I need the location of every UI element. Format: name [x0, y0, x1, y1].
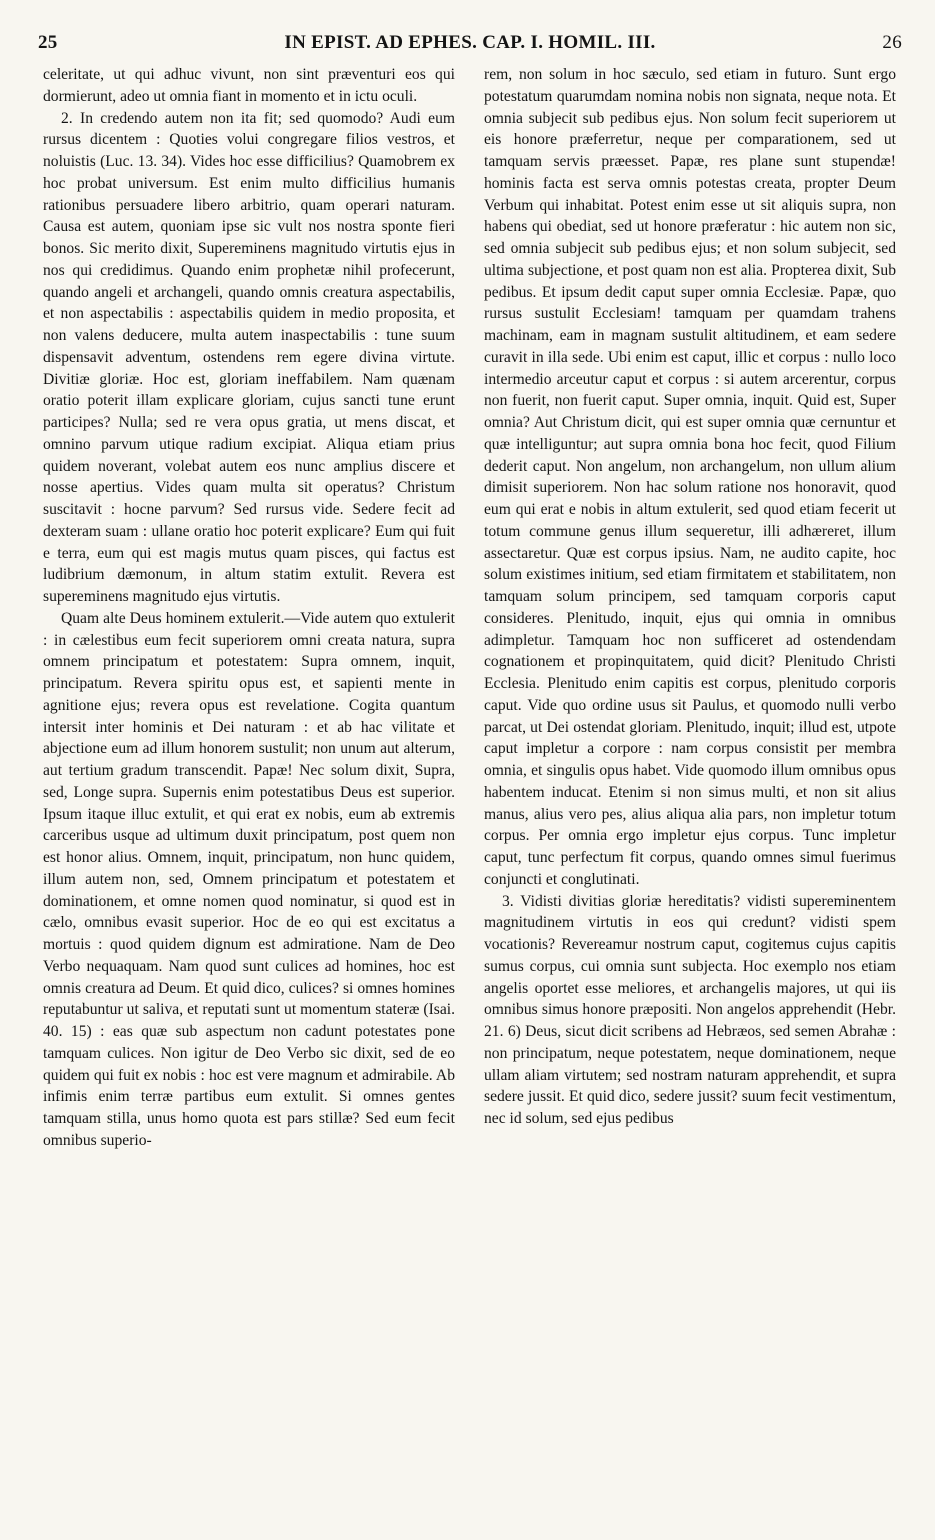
- paragraph-continuation: celeritate, ut qui adhuc vivunt, non sint præventuri eos qui dormierunt, adeo ut omnia fiant in momento et in ictu oculi.: [43, 66, 455, 105]
- paragraph-quam-alte: Quam alte Deus hominem extulerit.—Vide autem quo extulerit : in cælestibus eum fecit superiorem omni creata natura, supra omnem principatum et potestatem: Supra omnem, inquit, principatum. Revera spiritu opus est, et sapienti mente in agnitione ejus; revera opus est revelatione. Cogita quantum intersit inter hominis et Dei naturam : et ab hac vilitate et abjectione eum ad illum honorem sustulit; non unum aut alterum, aut tertium gradum transcendit. Papæ! Nec solum dixit, Supra, sed, Longe supra. Supernis enim potestatibus Deus est superior. Ipsum itaque illuc extulit, et qui erat ex nobis, eum ab extremis carceribus usque ad ultimum duxit principatum, post quem non est honor alius. Omnem, inquit, principatum, non hunc quidem, illum autem non, sed, Omnem principatum et potestatem et dominationem, et omne nomen quod nominatur, si quod est in cælo, omnibus evasit superior. Hoc de eo qui est excitatus a mortuis : quod quidem dignum est admiratione. Nam de Deo Verbo nequaquam. Nam quod sunt culices ad homines, hoc est omnis creatura ad Deum. Et quid dico, culices? si omnes homines reputabuntur ut saliva, et reputati sunt ut momentum stateræ (Isai. 40. 15) : eas quæ sub aspectum non cadunt potestates pone tamquam culices. Non igitur de Deo Verbo sic dixit, sed de eo quidem qui fuit ex nobis : hoc est vere magnum et admirabile. Ab infimis enim terræ partibus eum extulit. Si omnes gentes tamquam stilla, unus homo quota est pars stillæ? Sed eum fecit omnibus superio-: [43, 609, 455, 1149]
- page-number-right: 26: [882, 32, 902, 53]
- paragraph-continuation-right: rem, non solum in hoc sæculo, sed etiam in futuro. Sunt ergo potestatum quarumdam nomina nobis non signata, neque nota. Et omnia subjecit sub pedibus ejus. Non solum fecit superiorem ut eis honore præferretur, neque per comparationem, sed ut tamquam servis præesset. Papæ, res plane sunt stupendæ! hominis facta est serva omnis potestas creata, propter Deum Verbum qui inhabitat. Potest enim esse ut sit aliquis supra, non habens qui obediat, sed ut honore præferatur : hic autem non sic, sed omnia subjecit sub pedibus ejus; et non solum subjecit, sed ultima subjectione, et post quam non est alia. Propterea dixit, Sub pedibus. Et ipsum dedit caput super omnia Ecclesiæ. Papæ, quo rursus sustulit Ecclesiam! tamquam per quamdam trahens machinam, eam in magnam sustulit altitudinem, et eam sedere curavit in illa sede. Ubi enim est caput, illic et corpus : nullo loco intermedio arceutur caput et corpus : si autem arcerentur, corpus non fuerit, non fuerit caput. Super omnia, inquit. Quid est, Super omnia? Aut Christum dicit, qui est super omnia quæ cernuntur et quæ intelliguntur; aut supra omnia bona hoc fecit, quod Filium dederit caput. Non angelum, non archangelum, non ullum alium dimisit superiorem. Non hac solum ratione nos honoravit, quod eum qui erat e nobis in altum extulerit, sed quod etiam fecerit ut totum commune genus illum sequeretur, illi adhæreret, illum assectaretur. Quæ est corpus ipsius. Nam, ne audito capite, hoc solum existimes initium, sed etiam firmitatem et stabilitatem, non tamquam solum principem, sed tamquam corporis caput consideres. Plenitudo, inquit, ejus qui omnia in omnibus adimpletur. Tamquam hoc non sufficeret ad ostendendam cognationem et propinquitatem, quid dicit? Plenitudo Christi Ecclesia. Plenitudo enim capitis est corpus, plenitudo corporis caput. Vide quo ordine usus sit Paulus, et quomodo nulli verbo parcat, ut Dei ostendat gloriam. Plenitudo, inquit; illud est, utpote caput impletur a corpore : nam corpus consistit per membra omnia, et singulis opus habet. Vide quomodo illum omnibus opus habentem inducat. Etenim si non simus multi, et non sit alius manus, alius vero pes, alius aliqua alia pars, non impletur totum corpus. Per omnia ergo impletur ejus corpus. Tunc impletur caput, tunc perfectum fit corpus, quando omnes simul fuerimus conjuncti et conglutinati.: [484, 66, 896, 888]
- column-gutter: [466, 66, 467, 1496]
- running-header: [38, 28, 902, 58]
- paragraph-section-2: 2. In credendo autem non ita fit; sed quomodo? Audi eum rursus dicentem : Quoties volui congregare filios vestros, et noluistis (Luc. 13. 34). Vides hoc esse difficilius? Quamobrem ex hoc probat universum. Est enim multo difficilius humanis rationibus persuadere libero arbitrio, quam operari naturam. Causa est autem, quoniam ipse sic vult nos nostra sponte fieri bonos. Sic merito dixit, Supereminens magnitudo virtutis ejus in nos qui credidimus. Quando enim prophetæ nihil profecerunt, quando angeli et archangeli, quando omnis creatura aspectabilis, et non aspectabilis : aspectabilis quidem in medio proposita, et non valens deducere, multa autem inaspectabilis : tune suum dispensavit adventum, ostendens rem egere divina virtute. Divitiæ gloriæ. Hoc est, gloriam ineffabilem. Nam quænam oratio poterit illam explicare gloriam, cujus sancti tune erunt participes? Nulla; sed re vera opus gratia, ut mens discat, et omnino parvum utique radium excipiat. Aliqua etiam prius quidem noverant, volebat autem eos nunc amplius discere et nosse apertius. Vides quam multa sit operatus? Christum suscitavit : hocne parvum? Sed rursus vide. Sedere fecit ad dexteram suam : ullane oratio hoc poterit explicare? Eum qui fuit e terra, eum qui est magis mutus quam pisces, qui factus est ludibrium dæmonum, in altum statim extulit. Revera est supereminens magnitudo ejus virtutis.: [43, 109, 455, 605]
- left-column: [43, 64, 455, 1152]
- page-number-left: 25: [38, 32, 58, 53]
- running-title: IN EPIST. AD EPHES. CAP. I. HOMIL. III.: [284, 32, 656, 53]
- right-column: [484, 64, 896, 1130]
- paragraph-section-3: 3. Vidisti divitias gloriæ hereditatis? vidisti supereminentem magnitudinem virtutis in eos qui credunt? vidisti spem vocationis? Revereamur nostrum caput, cogitemus cujus capitis sumus corpus, cui omnia sunt subjecta. Hoc exemplo nos etiam angelis oportet esse meliores, et archangelis majores, ut qui iis omnibus simus honore præpositi. Non angelos apprehendit (Hebr. 21. 6) Deus, sicut dicit scribens ad Hebræos, sed semen Abrahæ : non principatum, neque potestatem, neque dominationem, neque ullam aliam virtutem; sed nostram naturam apprehendit, et supra sedere jussit. Et quid dico, sedere jussit? suum fecit vestimentum, nec id solum, sed ejus pedibus: [484, 892, 896, 1127]
